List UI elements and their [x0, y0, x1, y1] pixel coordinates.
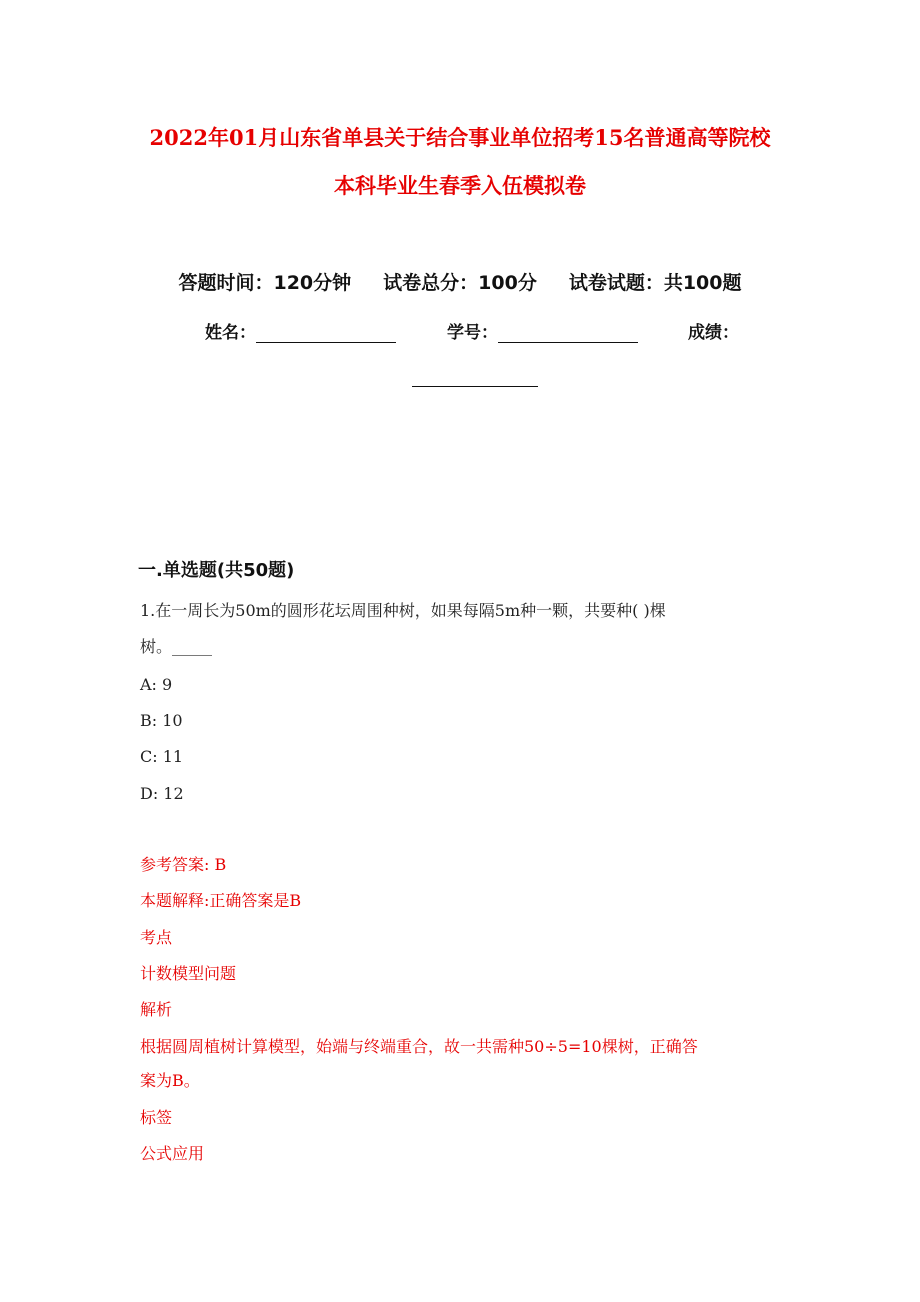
score-field	[688, 318, 739, 343]
option-c: C: 11	[140, 747, 184, 766]
total-score: 试卷总分：100分	[383, 272, 537, 294]
student-id-blank[interactable]	[498, 324, 638, 343]
name-label: 姓名：	[205, 323, 256, 343]
exam-title-line-2: 本科毕业生春季入伍模拟卷	[334, 173, 586, 198]
question-stem-line-1: 1.在一周长为50m的圆形花坛周围种树，如果每隔5m种一颗，共要种( )棵	[140, 601, 666, 620]
answer-time: 答题时间：120分钟	[178, 272, 352, 294]
tag-label: 标签	[140, 1108, 173, 1127]
score-blank[interactable]	[412, 368, 538, 387]
score-label: 成绩：	[688, 323, 739, 343]
tag-value: 公式应用	[140, 1144, 205, 1163]
student-id-label: 学号：	[447, 323, 498, 343]
option-b: B: 10	[140, 711, 183, 730]
knowledge-point-value: 计数模型问题	[140, 964, 237, 983]
knowledge-point-label: 考点	[140, 928, 173, 947]
analysis-label: 解析	[140, 1000, 173, 1019]
explanation: 本题解释:正确答案是B	[140, 891, 302, 910]
question-stem-line-2: 树。_____	[140, 637, 213, 656]
option-d: D: 12	[140, 784, 184, 803]
question-count: 试卷试题：共100题	[568, 272, 742, 294]
reference-answer: 参考答案: B	[140, 855, 227, 874]
section-title: 一.单选题(共50题)	[138, 560, 295, 581]
student-id-field	[447, 318, 638, 343]
analysis-line-2: 案为B。	[140, 1071, 200, 1090]
analysis-line-1: 根据圆周植树计算模型，始端与终端重合，故一共需种50÷5=10棵树，正确答	[140, 1037, 698, 1056]
name-field	[205, 318, 396, 343]
exam-title-line-1: 2022年01月山东省单县关于结合事业单位招考15名普通高等院校	[149, 125, 771, 150]
name-blank[interactable]	[256, 324, 396, 343]
exam-meta-row	[0, 268, 920, 295]
option-a: A: 9	[140, 675, 173, 694]
